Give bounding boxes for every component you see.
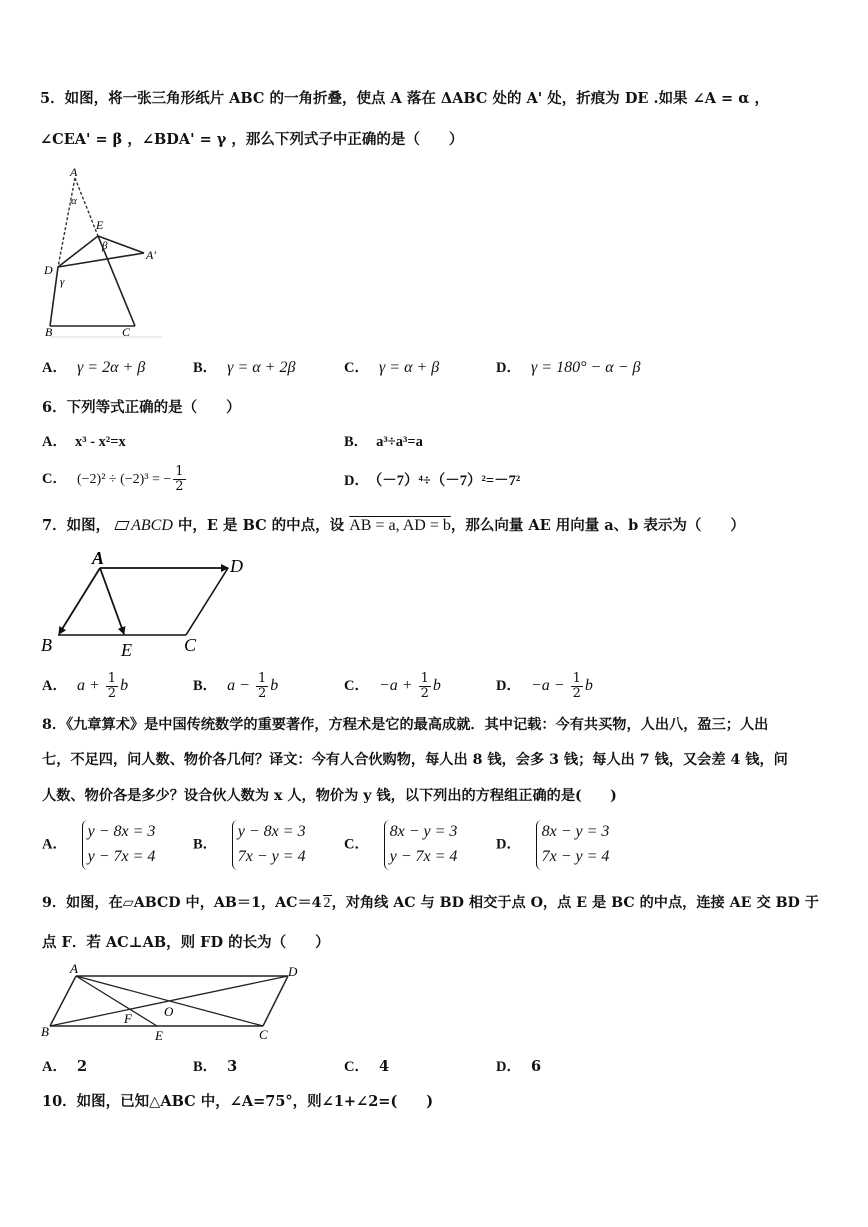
q9-option-c[interactable] [344,1060,389,1075]
q8-stem-line1: 8．《九章算术》是中国传统数学的重要著作，方程术是它的最高成就．其中记载：今有共买物，人出八，盈三；人出 [42,717,769,733]
q5-option-d-label: D． [496,360,521,376]
q6-option-c-den: 2 [175,478,184,494]
q8-option-b-label: B． [193,836,218,853]
q8-option-c-label: C． [344,836,369,853]
q7-stem [42,518,745,534]
q5-label-b: B [45,325,53,339]
q7-option-b-den: 2 [257,685,267,701]
q9-stem-root [323,895,332,910]
q7-option-b-lead: a − [227,677,254,695]
q9-option-b[interactable] [193,1060,237,1075]
q8-option-d[interactable] [496,820,609,870]
q5-dashed-ad [58,178,75,267]
q8-option-c-system [384,820,458,870]
q7-label-a: A [92,548,105,568]
q9-figure [38,960,306,1046]
q7-option-a-tail: b [120,677,129,695]
q7-stem-suffix: ，那么向量 AE 用向量 a、b 表示为（ ） [450,517,745,534]
q8-option-d-system [536,820,610,870]
q6-stem: 6．下列等式正确的是（ ） [42,399,241,416]
q5-option-c[interactable] [344,360,439,376]
q7-label-e: E [121,640,132,660]
q5-label-a-prime: A' [146,248,156,262]
q8-option-c[interactable] [344,820,457,870]
q8-option-a-eq1: y − 8x = 3 [87,823,156,840]
q9-stem-line1-a: 9．如图，在▱ABCD 中，AB＝1，AC＝4 [42,895,322,911]
q7-option-a-lead: a + [76,677,104,695]
q8-option-b-eq1: y − 8x = 3 [237,823,306,840]
q6-option-b-label: B． [344,434,369,450]
q7-stem-abcd: ABCD [131,517,173,534]
q8-stem-line2: 七，不足四，问人数、物价各几何？译文：今有人合伙购物，每人出 8 钱，会多 3 钱；每人出 7 钱，又会差 4 钱，问 [42,752,788,768]
q8-option-d-label: D． [496,836,521,853]
q7-option-d[interactable] [496,672,593,700]
q6-option-c[interactable] [42,465,188,493]
q7-label-d: D [230,556,243,576]
q6-option-d[interactable] [344,474,520,489]
q7-option-c-tail: b [432,677,441,695]
q9-stem-line1-b: ，对角线 AC 与 BD 相交于点 O，点 E 是 BC 的中点，连接 AE 交 BD 于 [331,895,819,911]
q7-label-c: C [184,635,197,655]
q5-option-c-text: γ = α + β [378,359,440,376]
q8-option-d-eq1: 8x − y = 3 [541,823,610,840]
q5-figure [36,166,166,342]
q9-option-c-label: C． [344,1059,369,1075]
q7-vector-ae [100,568,124,634]
q8-option-c-eq2: y − 7x = 4 [389,847,458,865]
q5-option-a[interactable] [42,360,145,376]
q9-option-b-label: B． [193,1059,218,1075]
q5-fold-de [58,236,98,267]
q9-option-a[interactable] [42,1060,87,1075]
q5-label-alpha: α [71,195,77,207]
q5-option-a-label: A． [42,360,67,376]
q8-option-b[interactable] [193,820,306,870]
q6-option-c-lhs: (−2)² ÷ (−2)³ = − [76,472,172,488]
q5-label-beta: β [102,240,108,252]
q5-label-d: D [44,263,53,277]
q7-option-d-lead: −a − [530,677,569,695]
q7-option-a-fraction [106,672,118,700]
q9-label-a: A [70,961,78,976]
q9-label-o: O [164,1004,174,1019]
q8-option-a-eq2: y − 7x = 4 [87,847,156,865]
q9-option-b-text: 3 [227,1058,238,1075]
q6-option-c-label: C． [42,471,67,488]
q8-stem-line3: 人数、物价各是多少？设合伙人数为 x 人，物价为 y 钱，以下列出的方程组正确的是( ) [42,788,617,804]
q6-option-a[interactable] [42,435,126,450]
q5-label-a: A [70,166,78,179]
q7-option-d-label: D． [496,678,521,695]
q9-option-c-text: 4 [378,1058,390,1075]
q7-option-d-fraction [571,672,583,700]
q7-vector-ab [59,568,100,634]
q7-option-b-fraction [256,672,268,700]
q7-option-c-num: 1 [420,671,429,686]
q7-option-b[interactable] [193,672,278,700]
q9-option-a-label: A． [42,1059,67,1075]
q5-dashed-ae [75,178,98,236]
q7-option-d-den: 2 [572,685,581,701]
q9-label-b: B [41,1024,49,1039]
q7-option-b-tail: b [270,677,279,695]
q9-option-d-label: D． [496,1059,521,1075]
q5-label-e: E [96,218,104,232]
q5-option-b-label: B． [193,360,218,376]
q6-option-d-text: （－7）⁴÷（－7）²=－7² [374,473,521,489]
q8-option-d-eq2: 7x − y = 4 [541,847,610,865]
q7-option-a-den: 2 [107,685,117,701]
q9-option-d[interactable] [496,1060,541,1075]
q9-option-d-text: 6 [530,1058,542,1075]
q5-label-gamma: γ [60,276,65,288]
q7-option-a-num: 1 [107,671,117,686]
q7-label-b: B [41,635,52,655]
q7-option-d-tail: b [584,677,593,695]
q5-fold-da [58,253,144,267]
q9-label-f: F [124,1011,132,1026]
q5-stem-line2: ∠CEA' = β ，∠BDA' = γ ，那么下列式子中正确的是（ ） [40,131,464,148]
q6-option-c-fraction [173,465,185,493]
q6-option-d-label: D． [344,473,369,489]
q6-option-b[interactable] [344,435,423,450]
q9-stem-line2: 点 F．若 AC⊥AB，则 FD 的长为（ ） [42,934,330,951]
q5-option-b[interactable] [193,360,295,376]
q7-option-c-lead: −a + [378,677,417,695]
q10-stem: 10．如图，已知△ABC 中，∠A=75°，则∠1+∠2=( ) [42,1093,434,1110]
q7-option-c[interactable] [344,672,441,700]
q6-option-c-num: 1 [175,464,184,479]
q7-option-b-label: B． [193,678,218,695]
q9-label-e: E [155,1028,163,1043]
q7-option-a-label: A． [42,678,67,695]
q5-stem-line1: 5．如图，将一张三角形纸片 ABC 的一角折叠，使点 A 落在 ΔABC 处的 A' 处，折痕为 DE .如果 ∠A = α ， [40,90,769,107]
q9-stem-line1 [42,895,819,910]
q9-stem-root-value: 2 [323,895,331,911]
q8-option-b-eq2: 7x − y = 4 [237,847,306,865]
q5-option-c-label: C． [344,360,369,376]
q5-option-d[interactable] [496,360,640,376]
q8-option-a[interactable] [42,820,155,870]
q7-option-d-num: 1 [572,671,581,686]
q7-option-c-fraction [419,672,431,700]
q6-option-b-text: a³÷a³=a [376,434,423,450]
q9-side-dc [263,976,288,1026]
q9-label-c: C [259,1027,268,1042]
q8-option-a-label: A． [42,836,67,853]
q8-option-a-system [82,820,156,870]
q9-side-ab [50,976,76,1026]
q7-stem-prefix: 7．如图， [42,517,111,534]
q5-option-b-text: γ = α + 2β [227,359,296,376]
q7-option-b-num: 1 [257,671,267,686]
q7-option-a[interactable] [42,672,128,700]
q9-option-a-text: 2 [76,1058,88,1075]
q7-stem-vectors: AB = a, AD = b [349,517,451,534]
q6-option-a-label: A． [42,434,67,450]
q7-stem-mid: 中，E 是 BC 的中点，设 [172,517,350,534]
q9-label-d: D [288,964,298,979]
q7-option-c-den: 2 [420,685,429,701]
q5-option-d-text: γ = 180° − α − β [530,359,641,376]
q5-option-a-text: γ = 2α + β [76,359,146,376]
q5-label-c: C [122,325,131,339]
q7-parallelogram-icon [114,521,129,530]
q7-side-dc [186,568,228,635]
q7-figure [38,548,254,660]
q8-option-b-system [232,820,306,870]
q7-option-c-label: C． [344,678,369,695]
q6-option-a-text: x³ - x²=x [74,434,126,450]
q8-option-c-eq1: 8x − y = 3 [389,823,458,840]
